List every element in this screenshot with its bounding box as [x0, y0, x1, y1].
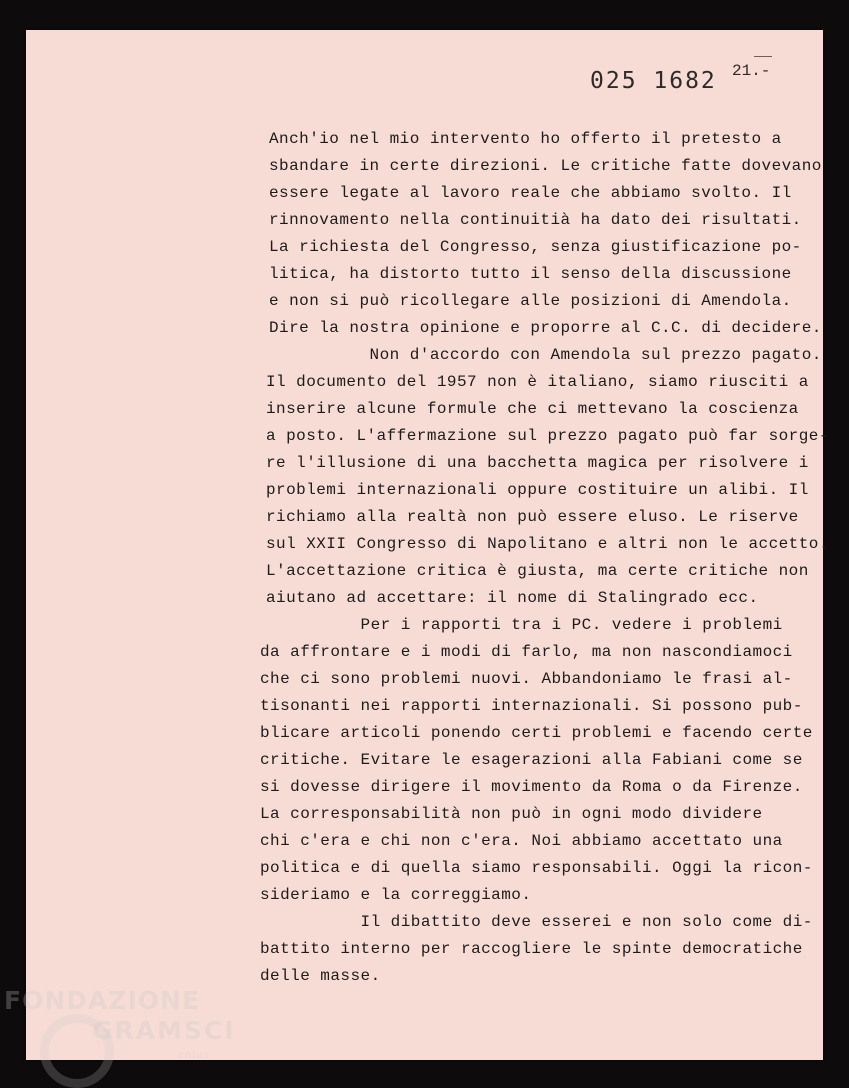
text-line: si dovesse dirigere il movimento da Roma o da Firenze. [260, 778, 803, 796]
page-number-mark [754, 56, 772, 57]
text-line: blicare articoli ponendo certi problemi e facendo certe [260, 724, 813, 742]
fondazione-gramsci-watermark [4, 986, 236, 1076]
archive-number: 025 1682 [590, 68, 717, 94]
text-line: a posto. L'affermazione sul prezzo pagato può far sorge- [266, 427, 829, 445]
page-number: 21.- [732, 62, 771, 80]
text-line: chi c'era e chi non c'era. Noi abbiamo accettato una [260, 832, 783, 850]
text-line: essere legate al lavoro reale che abbiamo svolto. Il [269, 184, 792, 202]
watermark-line-2: GRAMSCI [92, 1016, 236, 1045]
watermark-line-1: FONDAZIONE [4, 986, 201, 1015]
text-line: litica, ha distorto tutto il senso della discussione [269, 265, 792, 283]
text-line: critiche. Evitare le esagerazioni alla Fabiani come se [260, 751, 803, 769]
text-line: Il dibattito deve esserei e non solo come di- [260, 913, 813, 931]
text-line: e non si può ricollegare alle posizioni di Amendola. [269, 292, 792, 310]
text-line: L'accettazione critica è giusta, ma certe critiche non [266, 562, 809, 580]
text-line: re l'illusione di una bacchetta magica per risolvere i [266, 454, 809, 472]
text-line: Anch'io nel mio intervento ho offerto il pretesto a [269, 130, 782, 148]
typewritten-text [260, 126, 829, 990]
text-line: Il documento del 1957 non è italiano, siamo riusciti a [266, 373, 809, 391]
watermark-subtitle: onlus [178, 1050, 210, 1061]
text-line: sul XXII Congresso di Napolitano e altri non le accetto. [266, 535, 829, 553]
text-line: rinnovamento nella continuitià ha dato dei risultati. [269, 211, 802, 229]
text-line: aiutano ad accettare: il nome di Stalingrado ecc. [266, 589, 759, 607]
text-line: richiamo alla realtà non può essere eluso. Le riserve [266, 508, 799, 526]
text-line: La richiesta del Congresso, senza giustificazione po- [269, 238, 802, 256]
text-line: sbandare in certe direzioni. Le critiche fatte dovevano [269, 157, 822, 175]
text-line: Dire la nostra opinione e proporre al C.C. di decidere. [269, 319, 822, 337]
text-line: tisonanti nei rapporti internazionali. Si possono pub- [260, 697, 803, 715]
text-line: Per i rapporti tra i PC. vedere i problemi [260, 616, 783, 634]
text-line: inserire alcune formule che ci mettevano la coscienza [266, 400, 799, 418]
text-line: sideriamo e la correggiamo. [260, 886, 532, 904]
text-line: che ci sono problemi nuovi. Abbandoniamo le frasi al- [260, 670, 793, 688]
text-line: politica e di quella siamo responsabili. Oggi la ricon- [260, 859, 813, 877]
document-page [26, 30, 829, 1060]
text-line: La corresponsabilità non può in ogni modo dividere [260, 805, 763, 823]
text-line: Non d'accordo con Amendola sul prezzo pagato. [269, 346, 822, 364]
text-line: problemi internazionali oppure costituire un alibi. Il [266, 481, 809, 499]
text-line: battito interno per raccogliere le spinte democratiche [260, 940, 803, 958]
text-line: delle masse. [260, 967, 381, 985]
text-line: da affrontare e i modi di farlo, ma non nascondiamoci [260, 643, 793, 661]
